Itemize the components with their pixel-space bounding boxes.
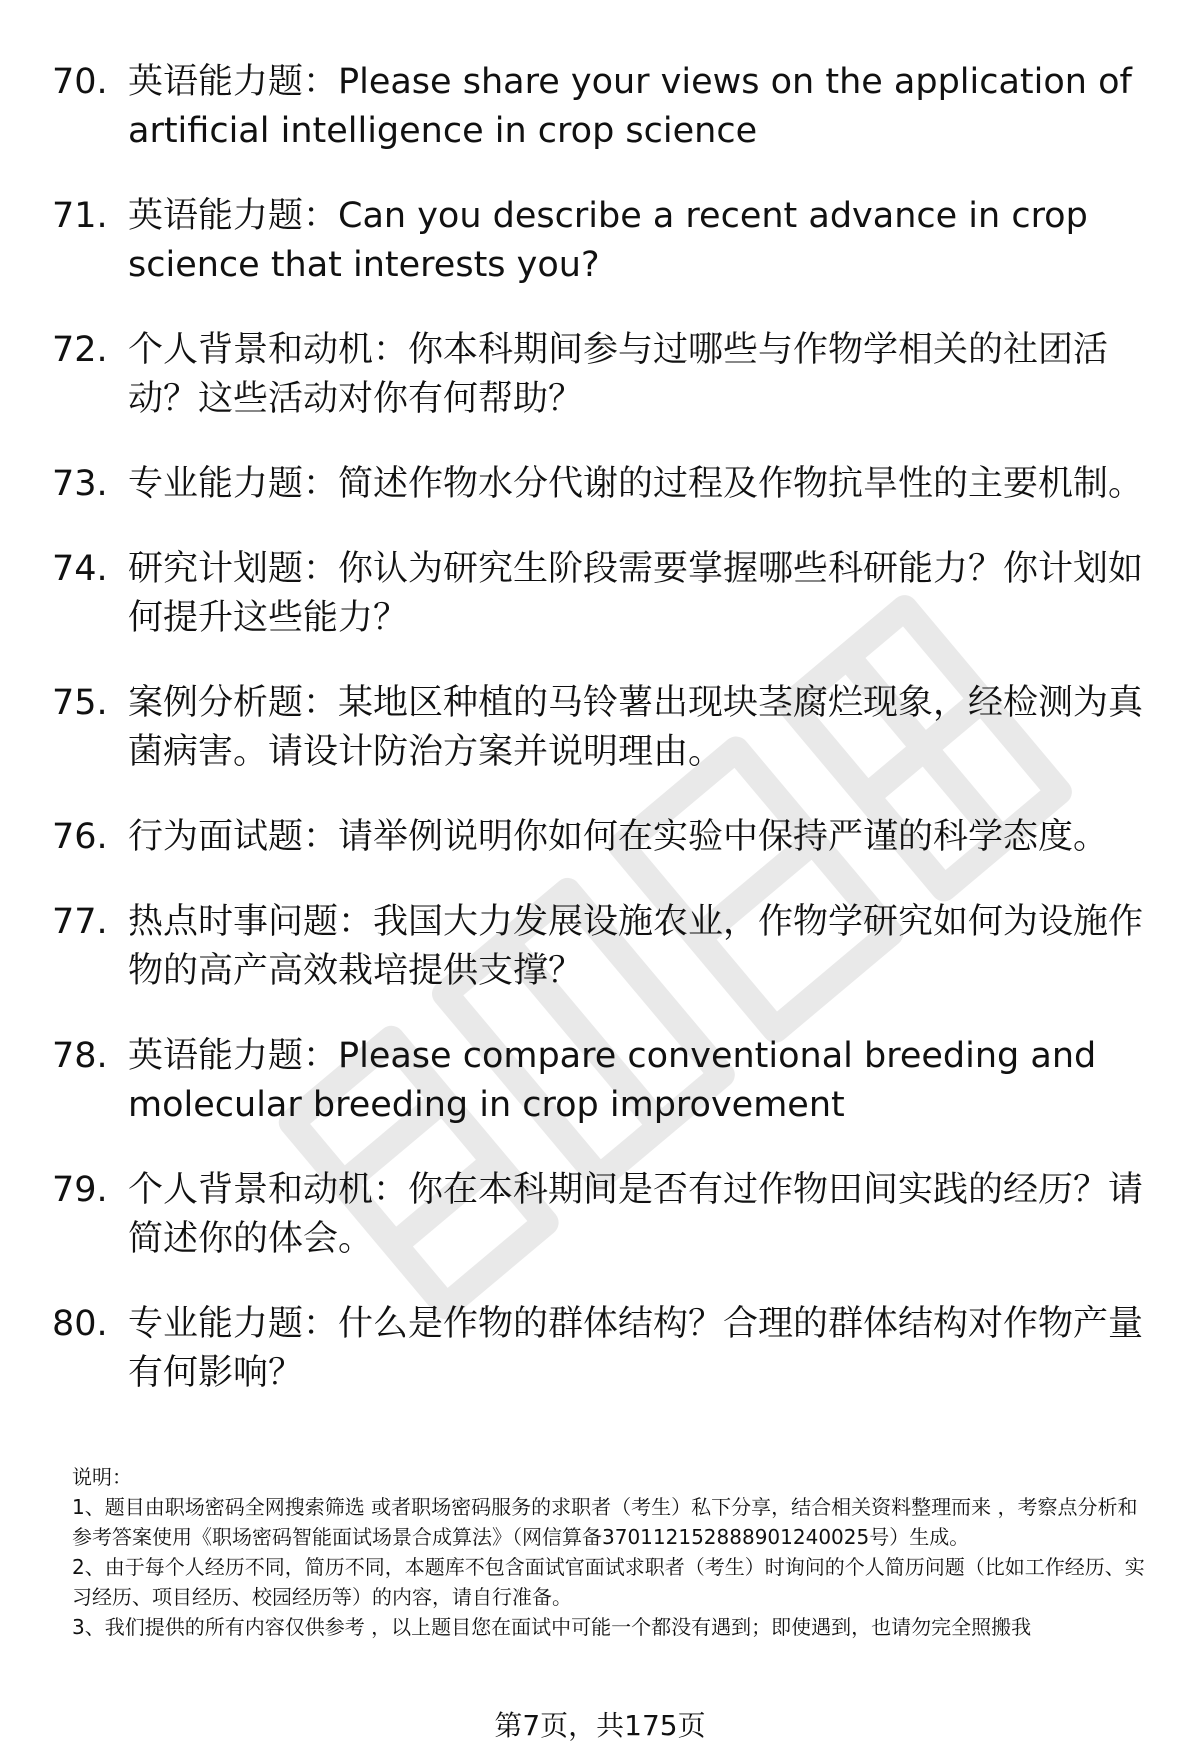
- question-number: 79.: [52, 1170, 108, 1210]
- question-number: 75.: [52, 683, 108, 723]
- question-list: [52, 58, 1162, 1434]
- question-number: 73.: [52, 464, 108, 504]
- question-item: [52, 58, 1162, 156]
- question-text: 热点时事问题：我国大力发展设施农业，作物学研究如何为设施作物的高产高效栽培提供支撑？: [128, 902, 1144, 991]
- question-text: 案例分析题：某地区种植的马铃薯出现块茎腐烂现象，经检测为真菌病害。请设计防治方案并说明理由。: [128, 683, 1144, 772]
- question-item: [52, 813, 1162, 862]
- question-text: 个人背景和动机：你在本科期间是否有过作物田间实践的经历？请简述你的体会。: [128, 1170, 1144, 1259]
- notes-item-2: 2、由于每个人经历不同，简历不同，本题库不包含面试官面试求职者（考生）时询问的个人简历问题（比如工作经历、实习经历、项目经历、校园经历等）的内容，请自行准备。: [72, 1555, 1145, 1609]
- question-number: 78.: [52, 1036, 108, 1076]
- notes-item-1: 1、题目由职场密码全网搜索筛选 或者职场密码服务的求职者（考生）私下分享，结合相关资料整理而来 ，考察点分析和参考答案使用《职场密码智能面试场景合成算法》（网信算备370112152888901240025号）生成。: [72, 1495, 1138, 1549]
- question-item: [52, 679, 1162, 777]
- question-text: 专业能力题：简述作物水分代谢的过程及作物抗旱性的主要机制。: [128, 464, 1144, 504]
- question-item: [52, 460, 1162, 509]
- question-text: 专业能力题：什么是作物的群体结构？合理的群体结构对作物产量有何影响？: [128, 1304, 1144, 1393]
- question-item: [52, 1032, 1162, 1130]
- question-number: 70.: [52, 62, 108, 102]
- question-text: 行为面试题：请举例说明你如何在实验中保持严谨的科学态度。: [128, 817, 1109, 857]
- notes-item-3: 3、我们提供的所有内容仅供参考 ，以上题目您在面试中可能一个都没有遇到；即使遇到，也请勿完全照搬我: [72, 1615, 1032, 1639]
- question-item: [52, 326, 1162, 424]
- notes-section: [72, 1462, 1157, 1642]
- question-item: [52, 1300, 1162, 1398]
- question-text: 英语能力题：Please compare conventional breeding and molecular breeding in crop improvement: [128, 1036, 1097, 1125]
- question-number: 72.: [52, 330, 108, 370]
- question-item: [52, 192, 1162, 290]
- question-number: 80.: [52, 1304, 108, 1344]
- question-item: [52, 898, 1162, 996]
- question-number: 71.: [52, 196, 108, 236]
- question-text: 研究计划题：你认为研究生阶段需要掌握哪些科研能力？你计划如何提升这些能力？: [128, 549, 1144, 638]
- question-text: 英语能力题：Can you describe a recent advance in crop science that interests you?: [128, 196, 1088, 285]
- page-number: 第7页，共175页: [494, 1709, 706, 1742]
- question-text: 个人背景和动机：你本科期间参与过哪些与作物学相关的社团活动？这些活动对你有何帮助？: [128, 330, 1109, 419]
- question-number: 77.: [52, 902, 108, 942]
- question-item: [52, 545, 1162, 643]
- question-text: 英语能力题：Please share your views on the application of artificial intelligence in crop science: [128, 62, 1132, 151]
- notes-heading: 说明：: [72, 1465, 132, 1489]
- question-item: [52, 1166, 1162, 1264]
- question-number: 76.: [52, 817, 108, 857]
- question-number: 74.: [52, 549, 108, 589]
